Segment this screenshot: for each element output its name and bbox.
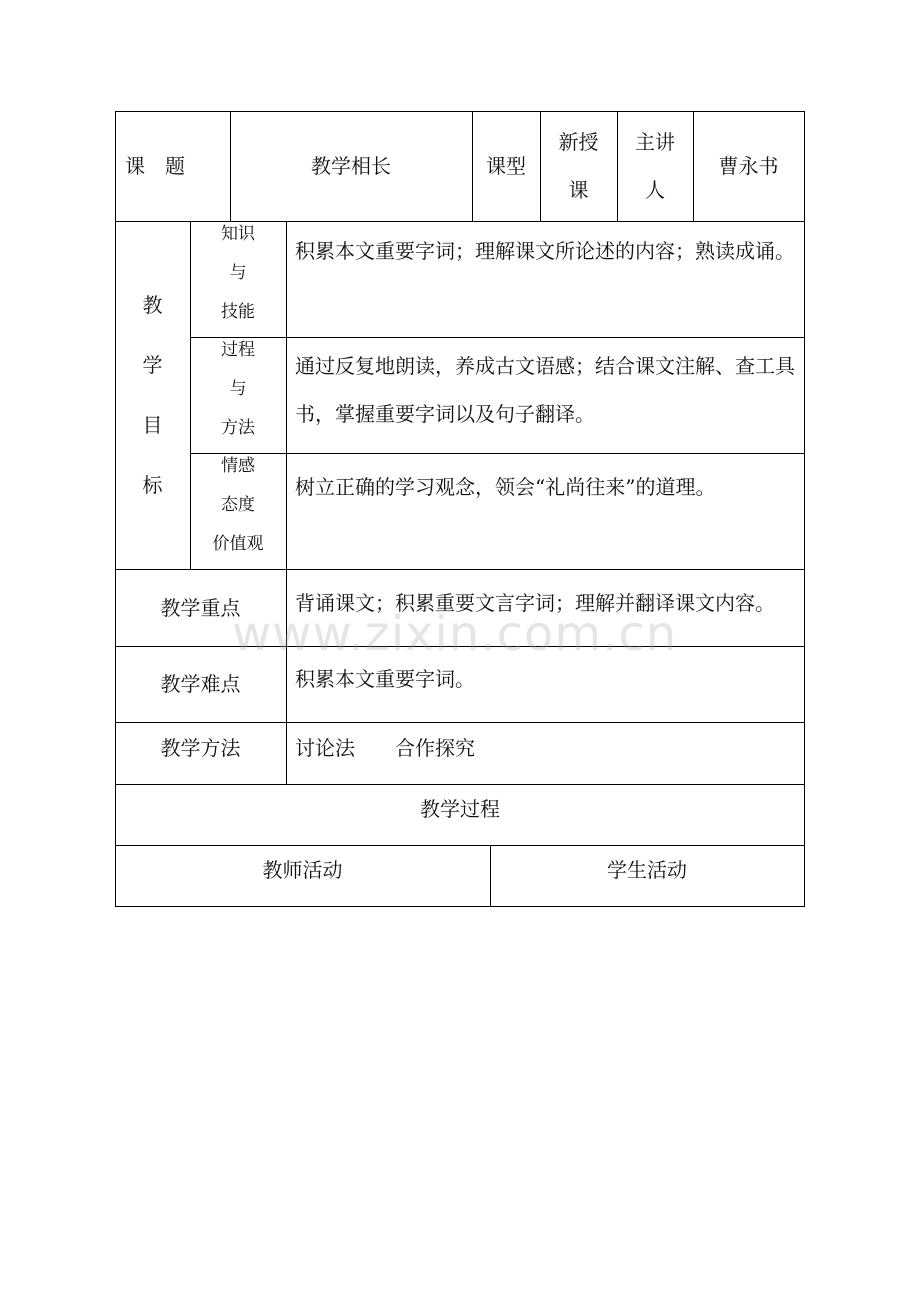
lesson-type-line: 新授 [558,130,599,154]
objectives-label [115,221,190,569]
objective-category-line: 情感 [221,456,255,476]
objective-category-line: 技能 [221,302,255,322]
objective-content: 通过反复地朗读，养成古文语感；结合课文注解、查工具书，掌握重要字词以及句子翻译。 [295,354,795,426]
objective-category-line: 与 [229,263,247,283]
objective-category-line: 价值观 [212,534,264,554]
objectives-label-char: 标 [142,473,163,497]
difficult-points-label: 教学难点 [160,672,241,696]
lesson-type-line: 课 [568,178,589,202]
process-title: 教学过程 [420,797,500,821]
objectives-label-char: 教 [142,293,163,317]
key-points-content: 背诵课文；积累重要文言字词；理解并翻译课文内容。 [295,591,775,615]
objective-category [190,331,286,448]
objectives-label-char: 学 [142,353,163,377]
objectives-label-char: 目 [142,413,163,437]
objective-category-line: 过程 [221,340,255,360]
speaker-label-line: 人 [645,178,665,202]
watermark: www.zixin.com.cn [232,606,678,662]
objective-category-line: 态度 [221,495,255,515]
methods-label: 教学方法 [160,736,241,760]
objective-content: 树立正确的学习观念，领会“礼尚往来”的道理。 [295,475,716,499]
objective-content: 积累本文重要字词；理解课文所论述的内容；熟读成诵。 [295,239,795,263]
objective-category-line: 知识 [221,224,255,244]
speaker-name: 曹永书 [718,154,779,178]
objective-category-line: 与 [229,379,247,399]
table-border-bottom [115,906,805,907]
lesson-type-label: 课型 [486,154,526,178]
lesson-label: 课 题 [125,154,185,178]
difficult-points-content: 积累本文重要字词。 [295,667,475,691]
lesson-type-value [540,111,617,221]
student-activity-header: 学生活动 [607,858,687,882]
teacher-activity-header: 教师活动 [262,858,343,882]
speaker-label-line: 主讲 [635,130,675,154]
lesson-title: 教学相长 [311,154,391,178]
methods-content: 讨论法 合作探究 [295,736,475,760]
objective-category [190,215,286,332]
speaker-label [617,111,693,221]
table-divider [286,221,287,784]
key-points-label: 教学重点 [160,595,241,620]
objective-category-line: 方法 [221,418,255,438]
objective-category [190,447,286,564]
